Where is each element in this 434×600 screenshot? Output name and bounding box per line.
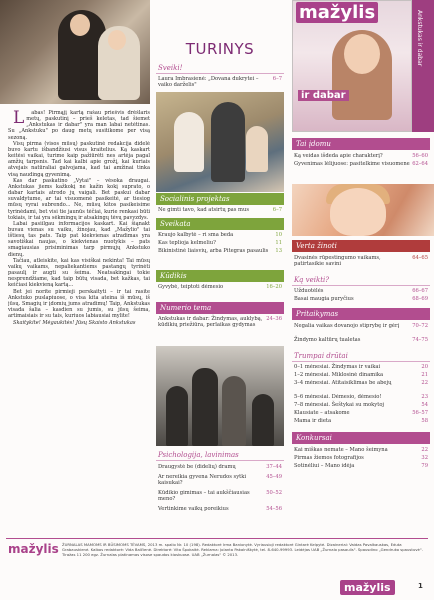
section-label-tai-idomu: Tai įdomu [292,138,430,150]
toc-entry[interactable] [294,161,428,167]
toc-text: Kas teplioja kelmeliu? [158,240,216,246]
page-number: 1 [418,582,423,590]
toc-entry[interactable] [294,402,428,408]
toc-page: 68–69 [412,296,428,302]
toc-page: 32 [421,455,428,461]
section-label-sveikata: Sveikata [156,218,284,230]
person-figure [174,112,204,172]
toc-entry[interactable] [294,410,428,416]
person-figure [222,376,246,446]
cover-spine [412,0,434,132]
toc-page: 56–60 [412,153,428,159]
toc-entry[interactable] [294,255,428,267]
toc-entry[interactable] [294,337,428,343]
toc-entry[interactable] [158,316,282,328]
child-face [330,188,386,236]
section-label-pritaikymas: Pritaikymas [292,308,430,320]
section-label-verta: Verta žinoti [292,240,430,252]
section-label-kudikis: Kūdikis [156,270,284,282]
section-label-konkursai: Konkursai [292,432,430,444]
toc-entry[interactable] [294,323,428,329]
toc-page: 37–44 [266,464,282,470]
person-figure [192,368,218,446]
person-figure [211,102,245,182]
toc-entry[interactable] [294,364,428,370]
magazine-cover [292,0,434,132]
toc-text: Kai miškas nemate – Mano šeimyna [294,447,388,453]
family-photo [156,92,284,192]
footer-logo-badge: mažylis [340,580,395,595]
toc-page: 45–49 [266,474,282,480]
toc-page: 50–52 [266,490,282,496]
toc-text: Draugystė be (didelių) dramų [158,464,236,470]
toc-entry[interactable] [158,464,282,470]
intro-paragraph: Tačiau, atleiskite, kai kas visiškai nekinta! Tai mūsų vaikų vaikams, nepaliekantiems pastangų tyrinėti pasaulį ir augti su šeima. Neatsakingai tokie nesprendžiame, kad taip būtų visada, bet kažkas, tai keičiasi kiekvieną kartą... [8,257,150,289]
section-label-psichologija: Psichologija, lavinimas [156,449,284,461]
toc-page: 58 [421,418,428,424]
toc-page: 10 [275,232,282,238]
cover-tag: ir dabar [298,90,349,101]
intro-paragraph: Bet jei norite pirmieji perskaityti – ir tai rasite Ankstuko puslapiuose, o visa kita ateina iš mūsų, iš jūsų. Smagių ir įdomių jums atradimų! Taip, Ankstukas visada šalia – kasdien su jumis, su jūsų šeima, artimaisiais ir su tais, kuriuos labiausiai mylite! [8,288,150,320]
cover-logo: mažylis [296,2,378,23]
toc-text: Užduotėlės [294,288,324,294]
intro-paragraph: Visų pirma (visos mūsų) paskutinė redakcija didelė buvo kartu išbandžiusi visus kraitelius. Ką kaskart keitėsi vaikai, turime kaip pažiūrėti nes artėja pagal amžių tarpsnis. Tad kai kalbi apie grožį, kai kuriais atvejais natūraliai galvojama, kad tai amžinai tinka visą naudingą gyvenimą. [8,140,150,178]
toc-text: 7–8 mėnesiai. Šeštykai su mokytoj [294,402,385,408]
toc-page: 79 [421,463,428,469]
toc-text: Gyvenimas lėlijuose: pasitelkime visuomene [294,161,410,167]
drop-cap: L [13,110,25,128]
person-figure [166,386,188,446]
toc-text: 0–1 mėnesiai. Žindymas ir vaikai [294,364,381,370]
toc-text: Dvasinės rūpestingumo vaikams, patirtasikie savini [294,255,381,268]
toc-page: 13 [275,248,282,254]
toc-entry[interactable] [294,447,428,453]
toc-text: Kraujo kalbytė – ri sma beda [158,232,234,238]
toc-text: Klausiate – atsakome [294,410,350,416]
vintage-family-photo [156,346,284,446]
toc-entry[interactable] [158,240,282,246]
toc-entry[interactable] [294,463,428,469]
toc-entry[interactable] [294,153,428,159]
toc-page: 22 [421,447,428,453]
toc-text: Kūdikio gimimas – tai aukščiausias meno? [158,490,250,503]
toc-text: Pirmas žiemos fotografijos [294,455,364,461]
toc-text: 5–6 mėnesiai. Dėmesio, dėmesio! [294,394,382,400]
toc-entry[interactable] [158,248,282,254]
toc-entry[interactable] [158,474,282,486]
toc-page: 64–65 [412,255,428,261]
toc-text: Bikinistinė liaisvių, arba Pitegras pasaulis [158,248,269,254]
intro-paragraph: Kas dar paskatino „Vytai" – vėsoka draugai. Ankstukas jiems kažkokį ne kažin kokį suprato, o dabar kartais atrodo jų vaigali. Bet paskui dabar suvaldytume, ar tai visuomenė pasikeitė, ar tiesiog mūsų vyrai subrendo... Ne, mūsų kitos pasikeisime tyrinėdami, bet visi tie jaunūs tėčiai, kurie renkasi būti tokiais, ir tai yra sėkmingų ir atsakingų tėvų pavyzdys. [8,177,150,221]
toc-entry[interactable] [294,288,428,294]
toc-text: Gyvybė, teiptoti dėmesio [158,284,224,290]
person-face [108,30,126,50]
toc-text: 3–4 mėnesiai. Atitaisiklimas be abejų [294,380,392,386]
toc-page: 6–7 [272,207,282,213]
toc-entry[interactable] [158,207,282,213]
toc-text: Sotinėliui – Mano idėja [294,463,355,469]
toc-entry[interactable] [294,418,428,424]
page-title: TURINYS [185,40,255,58]
toc-page: 11 [275,240,282,246]
intro-paragraph: abas! Pirmąjį kartą rašau priešvis drėšlaris metų, paskutinį – prieš keletas, tad šiemet „Ankstukas ir dabar" yra man labai netėtinas. Su „Ankstuku" po daug metų susitikome per visą sezoną. [8,110,150,141]
toc-text: Negalia vaikas dovanojo stiprybę ir gėrį [294,323,400,329]
section-label-socialinis: Socialinis projektas [156,193,284,205]
toc-entry[interactable] [294,372,428,378]
toc-text: Vertinkime vaikų poreikius [158,506,229,512]
toc-text: Ne gimti tavo, kad atsirtų pas mus [158,207,249,213]
toc-page: 70–72 [412,323,428,329]
toc-page: 74–75 [412,337,428,343]
toc-entry[interactable] [294,296,428,302]
imprint-text: ŽURNALAS MAMOMS IR BŪSIMOMS TĖVAMS, 2013 m. spalio Nr. 10 (198). Redaktorė Irma Banionytė. Vyriausioji redaktorė Gintarė Kelpytė. Dizaineriai: Vaidas Pavalkauskas, Eduta Grabauskienė. Kalbos redaktorė: Vida Balčienė. Direktorė: Vita Špokaitė. Reklama: Jolanta Pakalniškytė, tel. 8-640-99993. Leidėjas UAB „Žurnalo pasaulis". Spausdino „Gendruko spaustuvė". Tiražas 11 200 egz. Žurnalas platinamas visose spaudos kioskuose. UAB „Žurnalas" © 2013. [62,542,423,557]
toc-entry[interactable] [294,394,428,400]
toc-page: 20 [421,364,428,370]
toc-text: Basai maugia puryčius [294,296,354,302]
section-label-trumpai: Trumpai drūtai [292,350,430,362]
family-photo [0,0,150,104]
toc-page: 21 [421,372,428,378]
toc-text: Ką veidas išdeda apie charakterį? [294,153,383,159]
spine-text: Ankstukas ir dabar [416,10,423,67]
person-figure [252,394,274,446]
toc-text: Mama ir dieta [294,418,332,424]
toc-page: 56–57 [412,410,428,416]
toc-page: 66–67 [412,288,428,294]
toc-page: 62–64 [412,161,428,167]
toc-page: 24–36 [266,316,282,322]
toc-text: Žindymo kaltūrų tualetas [294,337,361,343]
toc-text: Laura Imbrasienė: „Dovana dukrytei – vaiko darželis" [158,76,259,89]
footer-divider [6,538,428,539]
child-photo [292,184,434,236]
person-figure [246,126,268,172]
toc-page: 22 [421,380,428,386]
toc-entry[interactable] [294,380,428,386]
toc-text: Ar nereikia gyvena Nerudos sytki kaisukai? [158,474,247,487]
section-label-numeris: Numerio tema [156,302,284,314]
section-label-sveiki: Sveiki! [156,62,284,74]
toc-text: Ankstukas ir dabar: Žindymas, auklybą, kūdikių priežiūra, perlaikas gydymas [158,316,263,329]
toc-entry[interactable] [158,76,282,88]
section-label-ka-veikti: Ką veikti? [292,274,430,286]
toc-entry[interactable] [158,506,282,512]
toc-page: 54 [421,402,428,408]
toc-text: 1–2 mėnesiai. Miklosinė dinamika [294,372,384,378]
toc-entry[interactable] [158,490,282,502]
editor-letter [8,110,150,525]
toc-page: 16–20 [266,284,282,290]
toc-entry[interactable] [158,284,282,290]
toc-page: 54–56 [266,506,282,512]
toc-page: 23 [421,394,428,400]
child-face [344,34,380,74]
intro-paragraph: Labai pasiilgau informacijos kaskart. Kai šiąnakt buvau vienas su vaiku, žinojau, kad „Mažylio" tai ištiesų tas pats. Taip pat kiekvienas atradimas yra savotiškai naujas, o kiekvienas nuotykis – pats smagiausias prisiminimas tarp pirmųjų Ankstuko dienų. [8,220,150,258]
toc-entry[interactable] [294,455,428,461]
person-face [70,14,90,36]
toc-entry[interactable] [158,232,282,238]
intro-signoff: Skaitykite! Mėgaukitės! Jūsų Skaisto Ankstukas [13,320,136,327]
footer-logo: mažylis [8,542,59,556]
toc-page: 6–7 [272,76,282,82]
